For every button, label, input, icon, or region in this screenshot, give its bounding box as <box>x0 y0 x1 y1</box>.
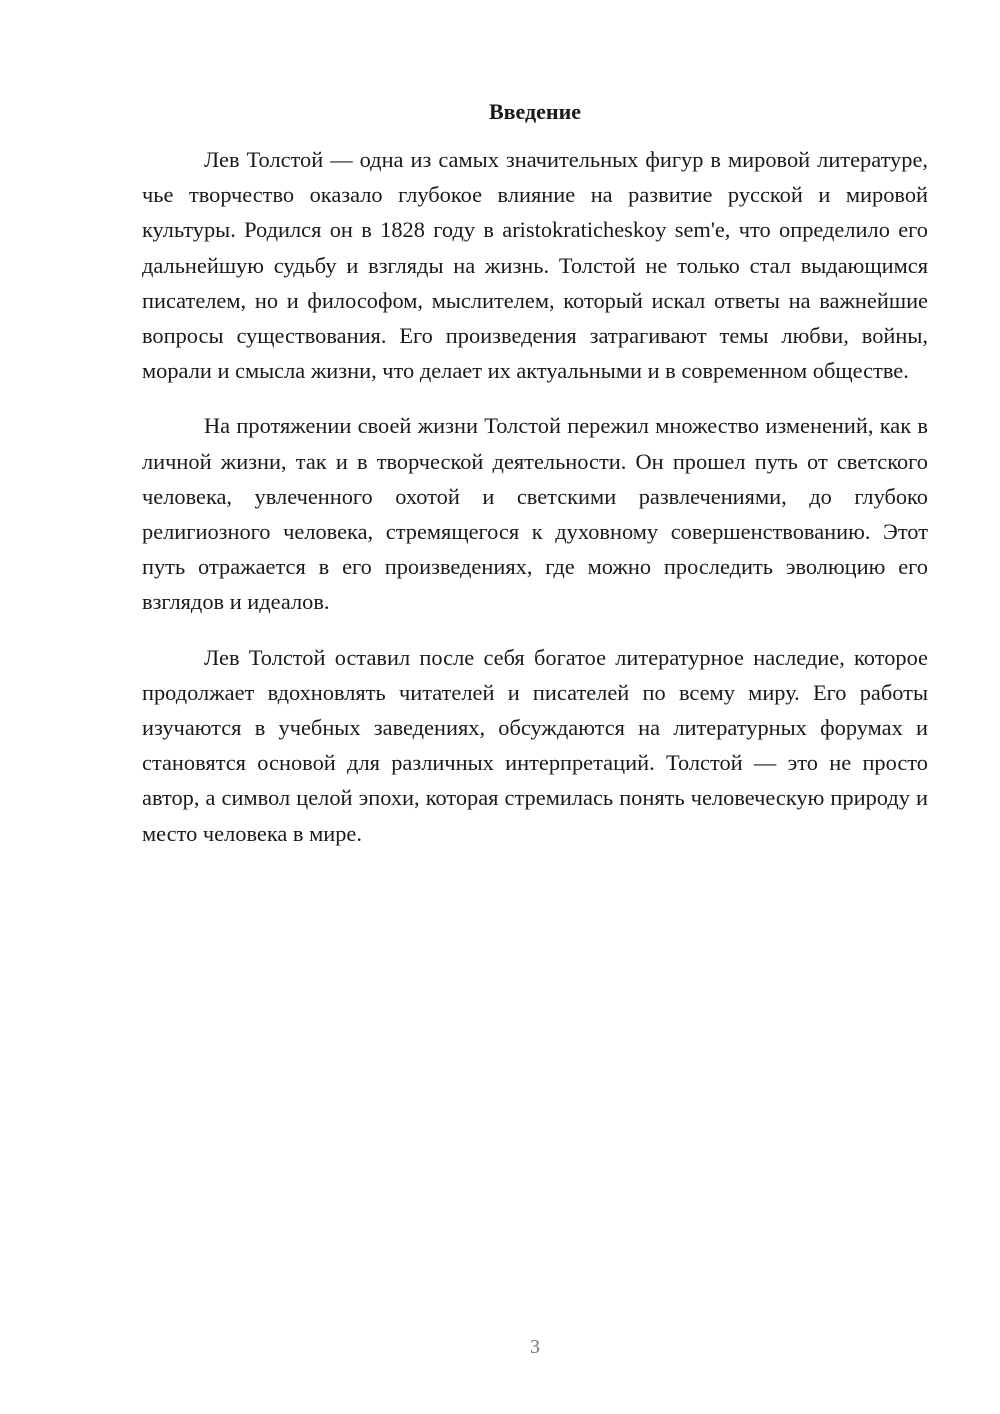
page-title: Введение <box>488 99 582 124</box>
page-number: 3 <box>530 1336 540 1358</box>
paragraph-1: Лев Толстой — одна из самых значительных фигур в мировой литературе, чье творчество оказало глубокое влияние на развитие русской и мировой культуры. Родился он в 1828 году в aristokraticheskoy sem'e, что определило его дальнейшую судьбу и взгляды на жизнь. Толстой не только стал выдающимся писателем, но и философом, мыслителем, который искал ответы на важнейшие вопросы существования. Его произведения затрагивают темы любви, войны, морали и смысла жизни, что делает их актуальными и в современном обществе. <box>142 147 928 384</box>
body-text <box>142 142 928 871</box>
paragraph-3: Лев Толстой оставил после себя богатое литературное наследие, которое продолжает вдохновлять читателей и писателей по всему миру. Его работы изучаются в учебных заведениях, обсуждаются на литературных форумах и становятся основой для различных интерпретаций. Толстой — это не просто автор, а символ целой эпохи, которая стремилась понять человеческую природу и место человека в мире. <box>142 644 928 846</box>
paragraph-2: На протяжении своей жизни Толстой пережил множество изменений, как в личной жизни, так и в творческой деятельности. Он прошел путь от светского человека, увлеченного охотой и светскими развлечениями, до глубоко религиозного человека, стремящегося к духовному совершенствованию. Этот путь отражается в его произведениях, где можно проследить эволюцию его взглядов и идеалов. <box>142 413 928 615</box>
